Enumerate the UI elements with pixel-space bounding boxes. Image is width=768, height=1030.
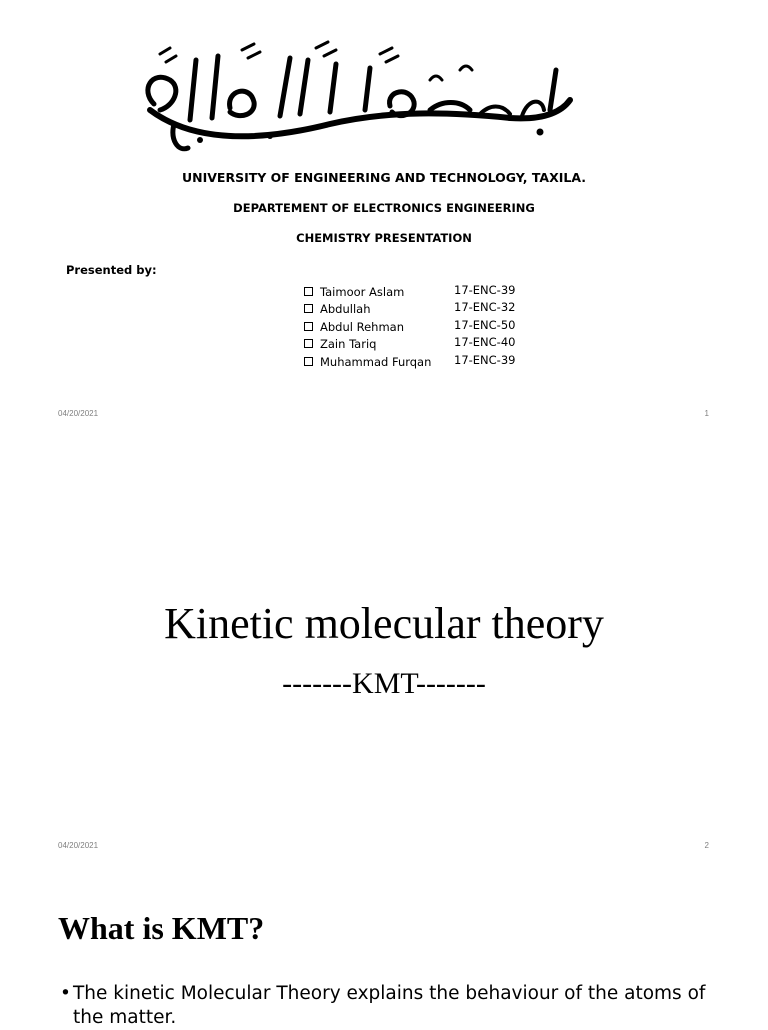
bullet-text: The kinetic Molecular Theory explains the behaviour of the atoms of the matter. [73,983,706,1028]
department-name: DEPARTEMENT OF ELECTRONICS ENGINEERING [233,201,535,215]
slide-number: 2 [704,841,709,850]
checkbox-bullet-icon [304,322,313,331]
slide-heading: What is KMT? [58,910,265,946]
slide-1 [0,0,768,432]
member-roll: 17-ENC-39 [454,283,516,297]
member-name: Abdullah [320,302,371,317]
member-name: Zain Tariq [320,337,377,352]
slide-date: 04/20/2021 [58,409,99,418]
member-name: Taimoor Aslam [320,285,405,299]
slide-2 [0,432,768,864]
university-name: UNIVERSITY OF ENGINEERING AND TECHNOLOGY, TAXILA. [181,170,586,185]
member-roll: 17-ENC-32 [454,300,516,315]
bismillah-calligraphy [130,40,580,155]
slide-date: 04/20/2021 [58,841,99,850]
checkbox-bullet-icon [304,304,313,313]
presentation-subject: CHEMISTRY PRESENTATION [296,231,472,245]
checkbox-bullet-icon [304,287,313,296]
slide-title: Kinetic molecular theory [164,599,604,648]
member-roll: 17-ENC-39 [454,352,516,367]
slide-3 [0,864,768,1028]
bullet-item [60,982,720,1030]
member-name: Abdul Rehman [320,319,404,334]
member-roll: 17-ENC-40 [454,335,516,350]
bullet-icon: • [60,983,71,1004]
member-name: Muhammad Furqan [320,354,432,369]
checkbox-bullet-icon [304,357,313,366]
presented-by-label: Presented by: [66,263,157,277]
checkbox-bullet-icon [304,339,313,348]
slide-subtitle: -------KMT------- [282,667,486,700]
member-roll: 17-ENC-50 [454,317,516,332]
slide-number: 1 [704,409,709,418]
